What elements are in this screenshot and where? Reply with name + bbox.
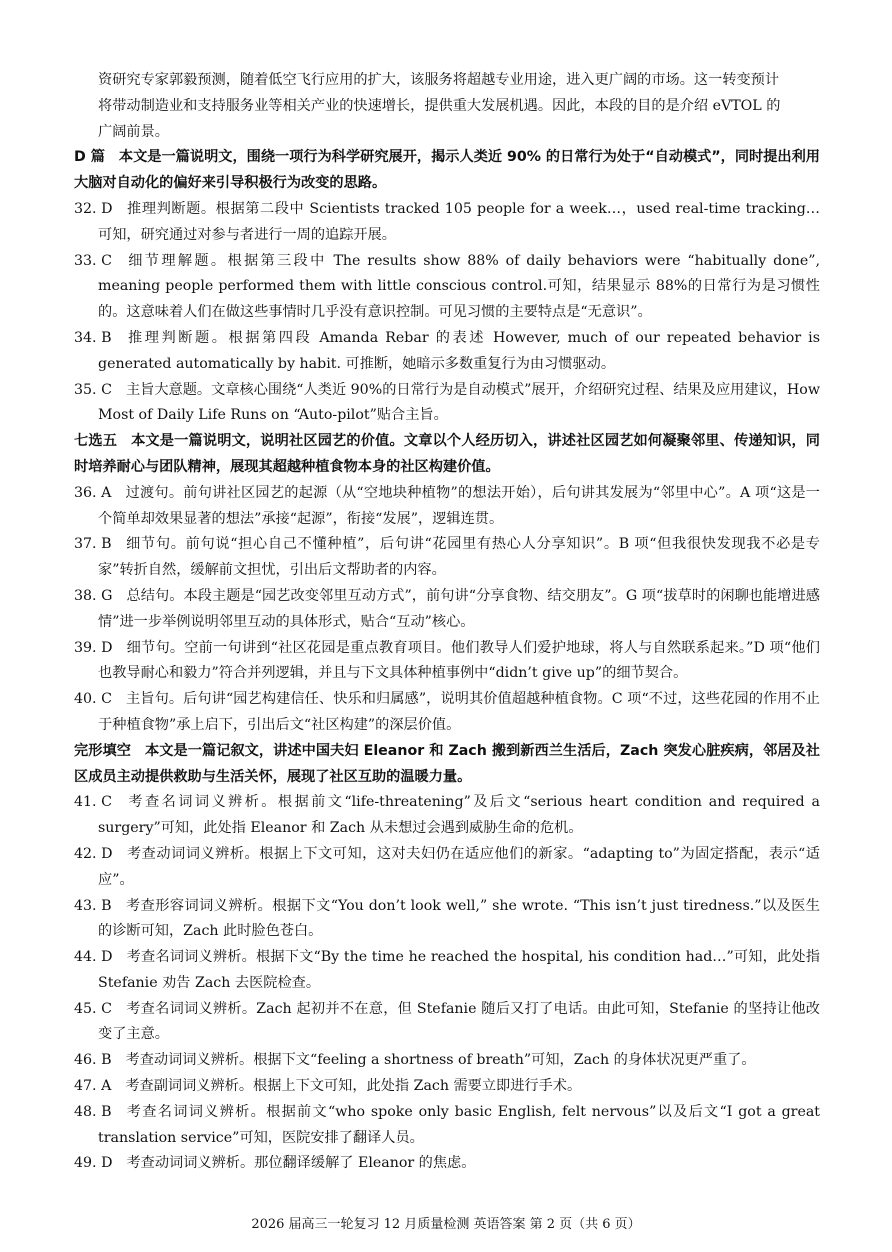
answer-item [74, 378, 820, 430]
answer-explanation: 考查形容词词义辨析。根据下文“You don’t look well,” she wrote. “This isn’t just tiredness.”以及医生的诊断可知，Zach 此时脸色苍白。 [98, 897, 820, 940]
answer-item [74, 842, 820, 894]
answer-number: 40. C [74, 691, 112, 708]
answer-item [74, 636, 820, 688]
answer-item [74, 197, 820, 249]
answer-number: 46. B [74, 1052, 112, 1069]
answer-item [74, 481, 820, 533]
answer-item [74, 1074, 820, 1100]
intro-line: 资研究专家郭毅预测，随着低空飞行应用的扩大，该服务将超越专业用途，进入更广阔的市场。这一转变预计 [98, 72, 780, 88]
answer-number: 38. G [74, 587, 113, 604]
answer-item [74, 687, 820, 739]
answer-explanation: 考查动词词义辨析。根据上下文可知，这对夫妇仍在适应他们的新家。“adapting to”为固定搭配，表示“适应”。 [98, 845, 820, 888]
answer-number: 43. B [74, 897, 112, 914]
answer-item [74, 249, 820, 326]
section-seven-heading [74, 429, 820, 481]
section-d-heading [74, 145, 820, 197]
answer-number: 35. C [74, 381, 112, 398]
answer-item [74, 1100, 820, 1152]
answer-explanation: 细节句。空前一句讲到“社区花园是重点教育项目。他们教导人们爱护地球，将人与自然联系起来。”D 项“他们也教导耐心和毅力”符合并列逻辑，并且与下文具体种植事例中“didn’t give up”的细节契合。 [98, 639, 820, 682]
answer-number: 37. B [74, 536, 112, 553]
section-summary: 本文是一篇说明文，围绕一项行为科学研究展开，揭示人类近 90% 的日常行为处于“自动模式”，同时提出利用大脑对自动化的偏好来引导积极行为改变的思路。 [74, 149, 820, 192]
answer-explanation: 主旨句。后句讲“园艺构建信任、快乐和归属感”，说明其价值超越种植食物。C 项“不过，这些花园的作用不止于种植食物”承上启下，引出后文“社区构建”的深层价值。 [98, 691, 820, 733]
answer-explanation: 细节理解题。根据第三段中 The results show 88% of daily behaviors were “habitually done”, meaning people performed them with little conscious control.可知，结果显示 88%的日常行为是习惯性的。这意味着人们在做这些事情时几乎没有意识控制。可见习惯的主要特点是“无意识”。 [98, 252, 820, 321]
answer-explanation: 考查名词词义辨析。根据下文“By the time he reached the hospital, his condition had…”可知，此处指 Stefanie 劝告 Zach 去医院检查。 [98, 949, 820, 991]
answer-explanation: 总结句。本段主题是“园艺改变邻里互动方式”，前句讲“分享食物、结交朋友”。G 项“拔草时的闲聊也能增进感情”进一步举例说明邻里互动的具体形式，贴合“互动”核心。 [98, 587, 820, 630]
answer-explanation: 推理判断题。根据第二段中 Scientists tracked 105 people for a week…，used real-time tracking…可知，研究通过对参与者进行一周的追踪开展。 [98, 200, 820, 243]
section-summary: 本文是一篇说明文，说明社区园艺的价值。文章以个人经历切入，讲述社区园艺如何凝聚邻里、传递知识，同时培养耐心与团队精神，展现其超越种植食物本身的社区构建价值。 [74, 433, 820, 475]
answer-item [74, 997, 820, 1049]
answer-number: 41. C [74, 794, 112, 811]
answer-item [74, 945, 820, 997]
answer-explanation: 考查副词词义辨析。根据上下文可知，此处指 Zach 需要立即进行手术。 [125, 1078, 582, 1095]
answer-number: 36. A [74, 484, 112, 501]
answer-number: 48. B [74, 1103, 112, 1120]
page-content [74, 68, 820, 1177]
section-label: D 篇 [74, 149, 105, 166]
answer-explanation: 考查名词词义辨析。根据前文“life-threatening”及后文“serious heart condition and required a surgery”可知，此处指 Eleanor 和 Zach 从未想过会遇到威胁生命的危机。 [98, 794, 820, 837]
answer-number: 42. D [74, 845, 113, 862]
answer-explanation: 考查动词词义辨析。根据下文“feeling a shortness of breath”可知，Zach 的身体状况更严重了。 [125, 1052, 756, 1069]
section-label: 完形填空 [74, 742, 131, 759]
answer-number: 49. D [74, 1155, 113, 1172]
answer-explanation: 过渡句。前句讲社区园艺的起源（从“空地块种植物”的想法开始），后句讲其发展为“邻里中心”。A 项“这是一个简单却效果显著的想法”承接“起源”，衔接“发展”，逻辑连贯。 [98, 484, 820, 527]
answer-item [74, 584, 820, 636]
answer-item [74, 1048, 820, 1074]
answer-explanation: 推理判断题。根据第四段 Amanda Rebar 的表述 However, much of our repeated behavior is generated automatically by habit. 可推断，她暗示多数重复行为由习惯驱动。 [98, 329, 820, 372]
answer-item [74, 326, 820, 378]
answer-item [74, 790, 820, 842]
answer-number: 34. B [74, 329, 112, 346]
answer-explanation: 考查动词词义辨析。那位翻译缓解了 Eleanor 的焦虑。 [126, 1155, 476, 1172]
answer-number: 45. C [74, 1000, 112, 1017]
answer-number: 47. A [74, 1078, 112, 1095]
answer-number: 33. C [74, 252, 112, 269]
answer-number: 39. D [74, 639, 113, 656]
answer-number: 44. D [74, 949, 113, 966]
answer-explanation: 考查名词词义辨析。根据前文“who spoke only basic English, felt nervous”以及后文“I got a great translation service”可知，医院安排了翻译人员。 [98, 1103, 820, 1146]
answer-item [74, 1151, 820, 1177]
section-cloze-heading [74, 739, 820, 791]
section-summary: 本文是一篇记叙文，讲述中国夫妇 Eleanor 和 Zach 搬到新西兰生活后，Zach 突发心脏疾病，邻居及社区成员主动提供救助与生活关怀，展现了社区互助的温暖力量。 [74, 742, 820, 785]
intro-line: 广阔前景。 [98, 123, 169, 140]
answer-item [74, 532, 820, 584]
answer-item [74, 894, 820, 946]
answer-explanation: 细节句。前句说“担心自己不懂种植”，后句讲“花园里有热心人分享知识”。B 项“但我很快发现我不必是专家”转折自然，缓解前文担忧，引出后文帮助者的内容。 [98, 536, 820, 579]
page-footer: 2026 届高三一轮复习 12 月质量检测 英语答案 第 2 页（共 6 页） [251, 1217, 641, 1232]
intro-line: 将带动制造业和支持服务业等相关产业的快速增长，提供重大发展机遇。因此，本段的目的是介绍 eVTOL 的 [98, 97, 781, 114]
answer-explanation: 主旨大意题。文章核心围绕“人类近 90%的日常行为是自动模式”展开，介绍研究过程、结果及应用建议，How Most of Daily Life Runs on “Auto-pilot”贴合主旨。 [98, 381, 820, 424]
section-label: 七选五 [74, 433, 118, 450]
answer-explanation: 考查名词词义辨析。Zach 起初并不在意，但 Stefanie 随后又打了电话。由此可知，Stefanie 的坚持让他改变了主意。 [98, 1000, 820, 1043]
answer-number: 32. D [74, 200, 113, 217]
